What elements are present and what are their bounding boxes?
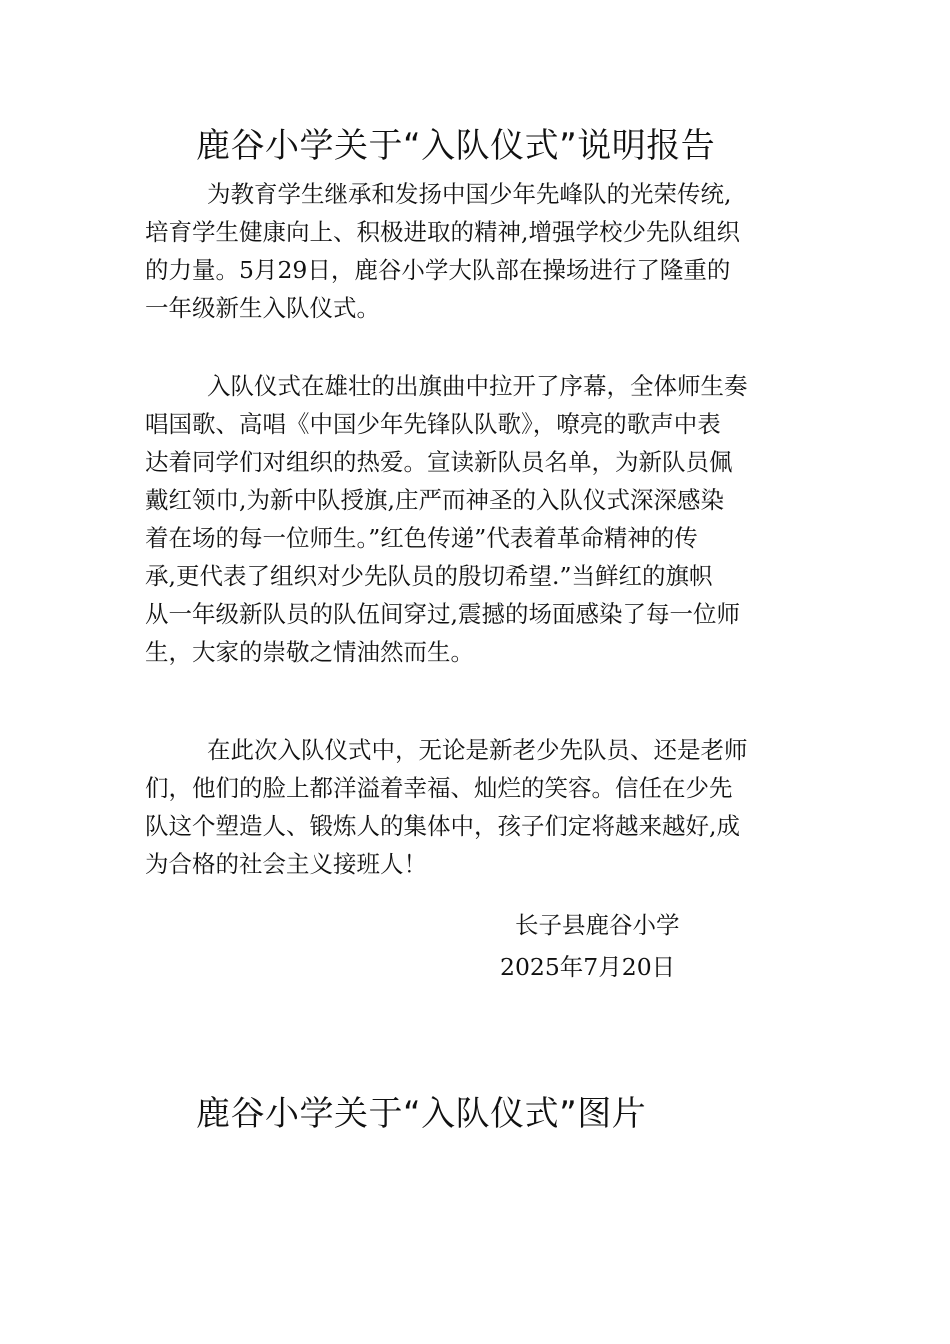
paragraph-line: 在此次入队仪式中，无论是新老少先队员、还是老师	[207, 736, 748, 764]
paragraph-3	[145, 731, 810, 883]
paragraph-line: 达着同学们对组织的热爱。宣读新队员名单，为新队员佩	[145, 448, 733, 476]
signature-date: 2025年7月20日	[500, 953, 676, 981]
paragraph-line: 从一年级新队员的队伍间穿过,震撼的场面感染了每一位师	[145, 600, 740, 628]
paragraph-line: 入队仪式在雄壮的出旗曲中拉开了序幕，全体师生奏	[207, 372, 748, 400]
signature-organization: 长子县鹿谷小学	[515, 911, 680, 939]
paragraph-line: 队这个塑造人、锻炼人的集体中，孩子们定将越来越好,成	[145, 812, 740, 840]
paragraph-line: 培育学生健康向上、积极进取的精神,增强学校少先队组织	[145, 218, 740, 246]
paragraph-2	[145, 367, 810, 671]
paragraph-line: 戴红领巾,为新中队授旗,庄严而神圣的入队仪式深深感染	[145, 486, 724, 514]
paragraph-line: 一年级新生入队仪式。	[145, 294, 380, 322]
paragraph-line: 着在场的每一位师生。”红色传递”代表着革命精神的传	[145, 524, 698, 552]
paragraph-line: 承,更代表了组织对少先队员的殷切希望.”当鲜红的旗帜	[145, 562, 713, 590]
paragraph-line: 的力量。5月29日，鹿谷小学大队部在操场进行了隆重的	[145, 256, 731, 284]
paragraph-1	[145, 175, 810, 327]
paragraph-line: 唱国歌、高唱《中国少年先锋队队歌》，嘹亮的歌声中表	[145, 410, 721, 438]
paragraph-line: 们，他们的脸上都洋溢着幸福、灿烂的笑容。信任在少先	[145, 774, 733, 802]
photos-section-title: 鹿谷小学关于“入队仪式”图片	[196, 1094, 647, 1134]
paragraph-line: 生，大家的崇敬之情油然而生。	[145, 638, 474, 666]
paragraph-line: 为合格的社会主义接班人！	[145, 850, 427, 878]
report-title: 鹿谷小学关于“入队仪式”说明报告	[196, 126, 716, 166]
paragraph-line: 为教育学生继承和发扬中国少年先峰队的光荣传统,	[207, 180, 732, 208]
